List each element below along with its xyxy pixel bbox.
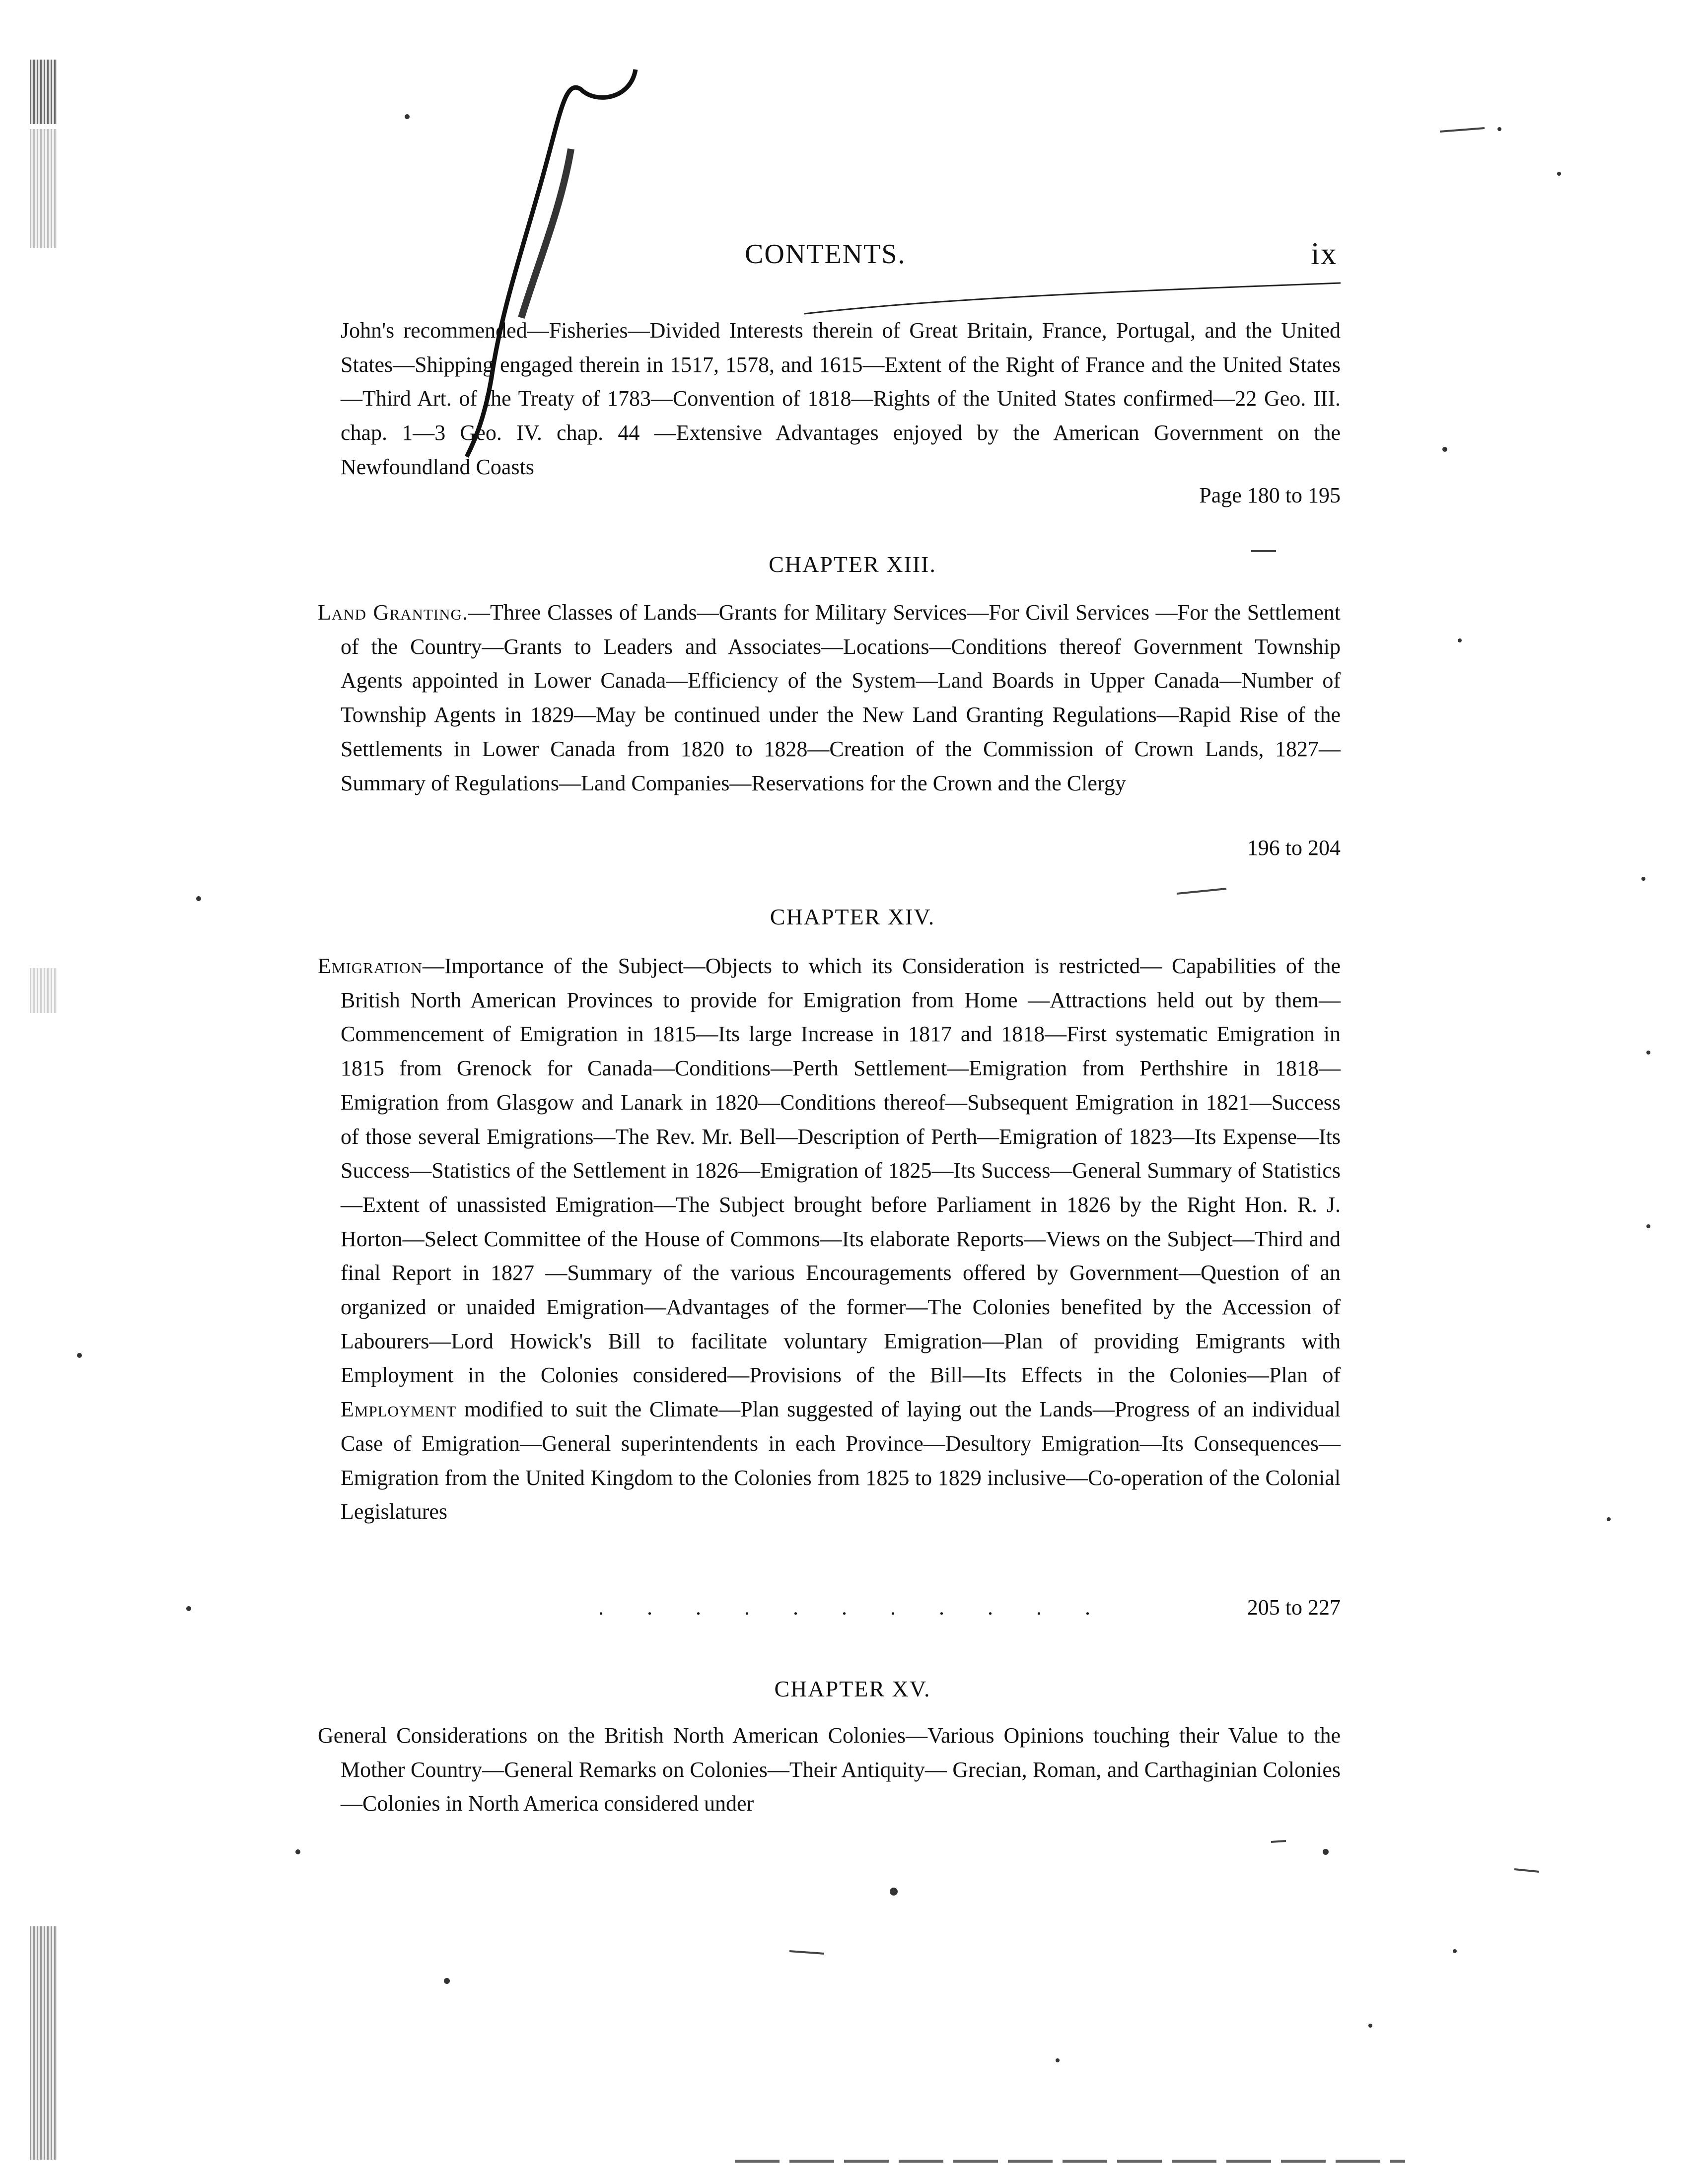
entry-pages: 196 to 204 [1247,836,1341,860]
dot-leader: . . . . . . . . . . . [598,1595,1109,1620]
chapter-heading-xiv: CHAPTER XIV. [770,904,935,929]
chapter-heading-xiii: CHAPTER XIII. [769,552,936,577]
contents-entry-chapter-xv [318,1719,1341,1821]
entry-lead: Emigration [318,954,423,978]
entry-lead: Land Granting. [318,600,468,625]
running-head [0,238,1705,278]
contents-entry-continued [318,314,1341,485]
contents-entry-chapter-xiv [318,949,1341,1529]
entry-pages: 205 to 227 [1247,1595,1341,1620]
contents-entry-chapter-xiii [318,596,1341,800]
entry-text: General Considerations on the British North American Colonies—Various Opinions touching their Value to the Mother Country—General Remarks on Colonies—Their Antiquity— Grecian, Roman, and Carthaginian Colonies—Colonies in North America considered under [318,1723,1341,1816]
chapter-heading-xv: CHAPTER XV. [774,1676,931,1701]
entry-pages: Page 180 to 195 [1199,483,1341,507]
entry-text: —Three Classes of Lands—Grants for Military Services—For Civil Services —For the Settlement of the Country—Grants to Leaders and Associates—Locations—Conditions thereof Government Township Agents appointed in Lower Canada—Efficiency of the System—Land Boards in Upper Canada—Number of Township Agents in 1829—May be continued under the New Land Granting Regulations—Rapid Rise of the Settlements in Lower Canada from 1820 to 1828—Creation of the Commission of Crown Lands, 1827— Summary of Regulations—Land Companies—Reservations for the Crown and the Clergy [341,600,1341,795]
page-number: ix [1311,236,1338,271]
entry-text: —Importance of the Subject—Objects to which its Consideration is restricted— Capabilities of the British North American Provinces to provide for Emigration from Home —Attractions held out by them—Commencement of Emigration in 1815—Its large Increase in 1817 and 1818—First systematic Emigration in 1815 from Grenock for Canada—Conditions—Perth Settlement—Emigration from Perthshire in 1818—Emigration from Glasgow and Lanark in 1820—Conditions thereof—Subsequent Emigration in 1821—Success of those several Emigrations—The Rev. Mr. Bell—Description of Perth—Emigration of 1823—Its Expense—Its Success—Statistics of the Settlement in 1826—Emigration of 1825—Its Success—General Summary of Statistics—Extent of unassisted Emigration—The Subject brought before Parliament in 1826 by the Right Hon. R. J. Horton—Select Committee of the House of Commons—Its elaborate Reports—Views on the Subject—Third and final Report in 1827 —Summary of the various Encouragements offered by Government—Question of an organized or unaided Emigration—Advantages of the former—The Colonies benefited by the Accession of Labourers—Lord Howick's Bill to facilitate voluntary Emigration—Plan of providing Emigrants with Employment in the Colonies considered—Provisions of the Bill—Its Effects in the Colonies—Plan of [341,954,1341,1388]
entry-text: John's recommended—Fisheries—Divided Interests therein of Great Britain, France, Portugal, and the United States—Shipping engaged therein in 1517, 1578, and 1615—Extent of the Right of France and the United States—Third Art. of the Treaty of 1783—Convention of 1818—Rights of the United States confirmed—22 Geo. III. chap. 1—3 Geo. IV. chap. 44 —Extensive Advantages enjoyed by the American Government on the Newfoundland Coasts [341,318,1341,479]
entry-emphasis: Employment [341,1397,457,1422]
running-title: CONTENTS. [745,239,906,270]
entry-text-continued: modified to suit the Climate—Plan suggested of laying out the Lands—Progress of an individual Case of Emigration—General superintendents in each Province—Desultory Emigration—Its Consequences—Emigration from the United Kingdom to the Colonies from 1825 to 1829 inclusive—Co-operation of the Colonial Legislatures [341,1397,1341,1524]
